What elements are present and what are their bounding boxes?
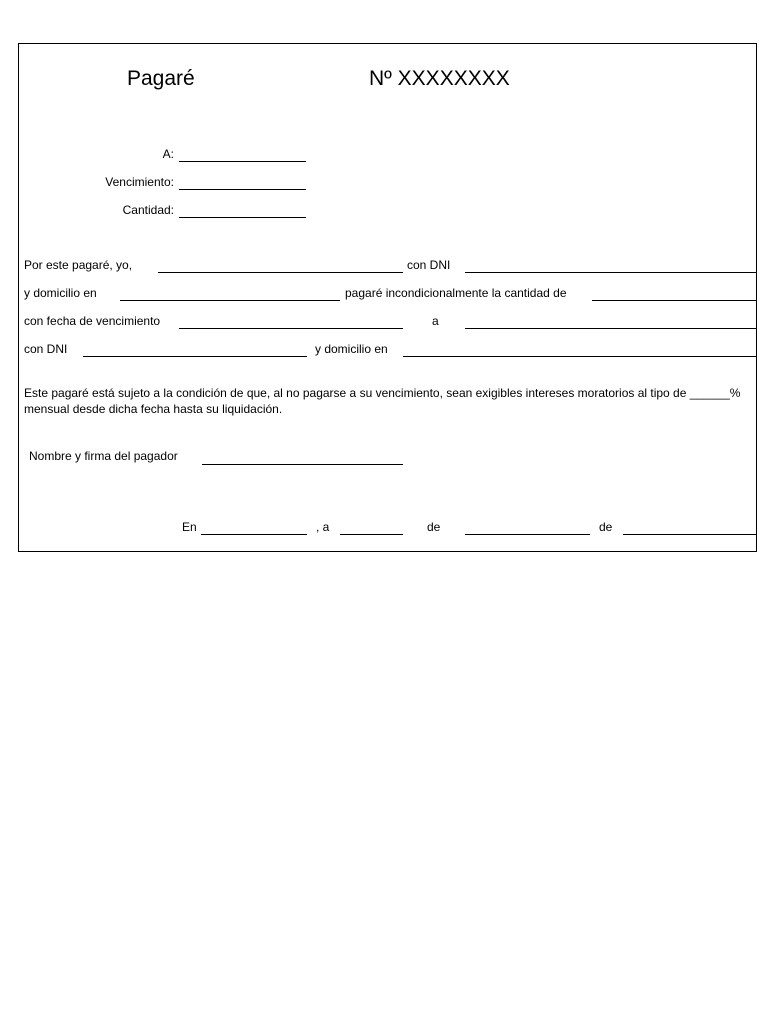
signature-label: Nombre y firma del pagador: [29, 449, 178, 463]
interest-condition-text: Este pagaré está sujeto a la condición de que, al no pagarse a su vencimiento, sean exigibles intereses moratorios al tipo de ______% mensual desde dicha fecha hasta su liquidación.: [24, 386, 741, 416]
day-field[interactable]: [340, 534, 403, 535]
maturity-date-field[interactable]: [179, 328, 403, 329]
place-field[interactable]: [201, 534, 307, 535]
payee-address-field[interactable]: [403, 356, 757, 357]
to-label: A:: [162, 147, 174, 161]
amount-field[interactable]: [179, 217, 306, 218]
place-label: En: [182, 520, 197, 534]
payee-prefix-label: a: [432, 314, 439, 328]
payer-address-field[interactable]: [120, 300, 340, 301]
month-field[interactable]: [465, 534, 590, 535]
payee-address-label: y domicilio en: [315, 342, 388, 356]
payer-address-label: y domicilio en: [24, 286, 97, 300]
year-label: de: [599, 520, 613, 534]
unconditional-amount-label: pagaré incondicionalmente la cantidad de: [345, 286, 567, 300]
to-field[interactable]: [179, 161, 306, 162]
due-date-field[interactable]: [179, 189, 306, 190]
unconditional-amount-field[interactable]: [592, 300, 757, 301]
month-label: de: [427, 520, 441, 534]
day-label: , a: [316, 520, 330, 534]
year-field[interactable]: [623, 534, 757, 535]
payer-intro-label: Por este pagaré, yo,: [24, 258, 133, 272]
payer-dni-field[interactable]: [465, 272, 757, 273]
payer-dni-label: con DNI: [407, 258, 451, 272]
payee-name-field[interactable]: [465, 328, 757, 329]
due-date-label: Vencimiento:: [105, 175, 174, 189]
payee-dni-field[interactable]: [83, 356, 307, 357]
amount-label: Cantidad:: [122, 203, 174, 217]
document-number: Nº XXXXXXXX: [369, 67, 510, 90]
document-title: Pagaré: [127, 67, 195, 90]
payee-dni-label: con DNI: [24, 342, 68, 356]
promissory-note-form: [18, 43, 757, 552]
signature-field[interactable]: [202, 464, 403, 465]
maturity-date-label: con fecha de vencimiento: [24, 314, 161, 328]
payer-name-field[interactable]: [158, 272, 403, 273]
